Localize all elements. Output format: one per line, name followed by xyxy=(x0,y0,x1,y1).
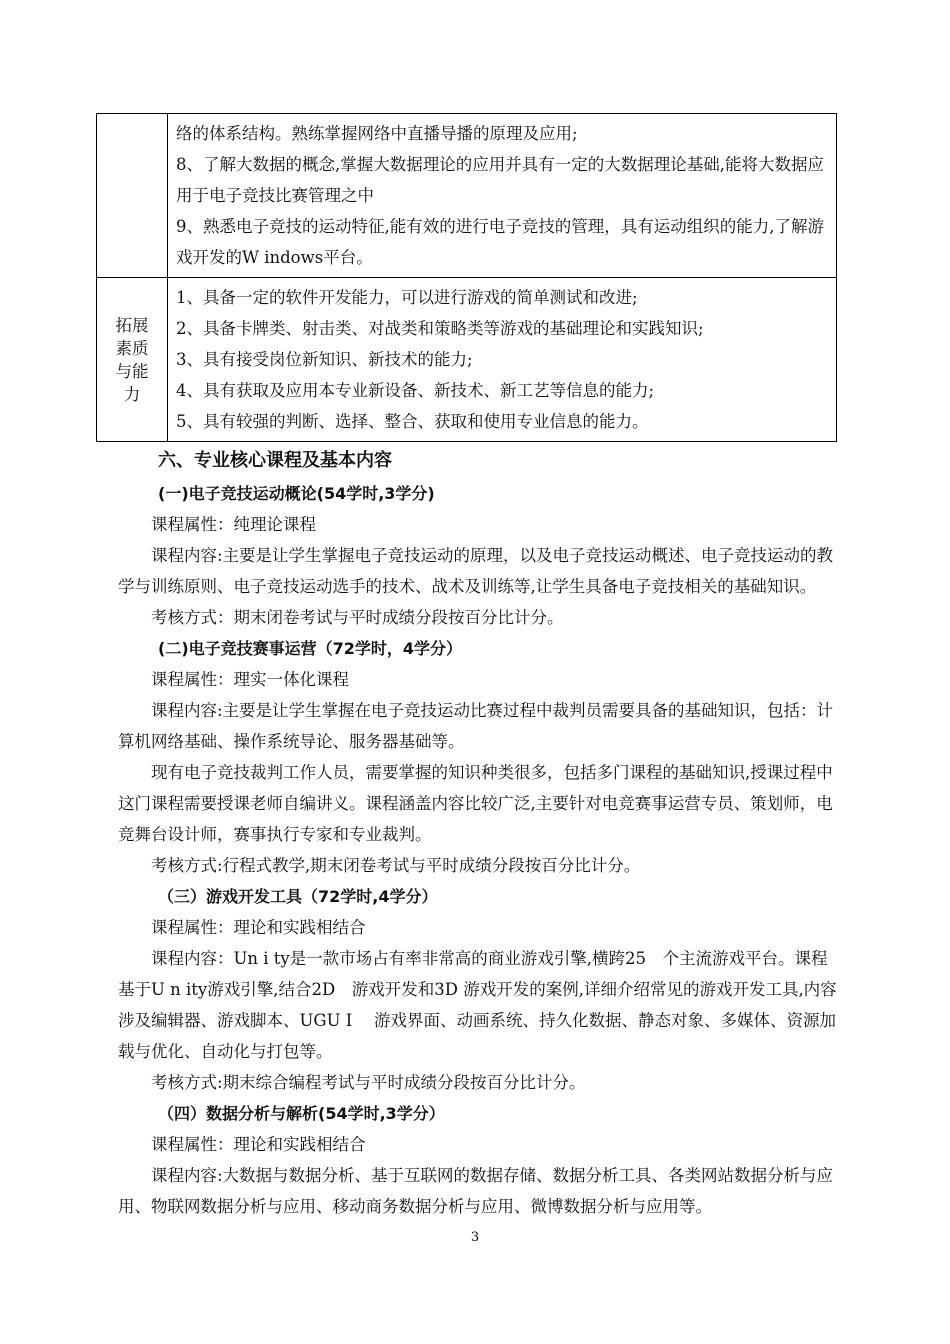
course-paragraph: 课程属性：理论和实践相结合 xyxy=(151,918,366,937)
table-line: 3、具有接受岗位新知识、新技术的能力; xyxy=(176,350,473,369)
table-line: 9、熟悉电子竞技的运动特征,能有效的进行电子竞技的管理，具有运动组织的能力,了解游戏开发的W indows平台。 xyxy=(176,217,824,267)
row-label-empty xyxy=(97,114,168,278)
row-content xyxy=(168,278,837,442)
table-line: 络的体系结构。熟练掌握网络中直播导播的原理及应用; xyxy=(176,124,578,143)
course-title: (一)电子竞技运动概论(54学时,3学分) xyxy=(158,484,435,503)
table-line: 4、具有获取及应用本专业新设备、新技术、新工艺等信息的能力; xyxy=(176,381,655,400)
label-line: 与能 xyxy=(115,361,149,381)
table-line: 5、具有较强的判断、选择、整合、获取和使用专业信息的能力。 xyxy=(176,412,649,431)
course-paragraph: 课程内容:主要是让学生掌握在电子竞技运动比赛过程中裁判员需要具备的基础知识，包括：计算机网络基础、操作系统导论、服务器基础等。 xyxy=(118,701,834,751)
course-section xyxy=(118,444,838,1222)
table-line: 1、具备一定的软件开发能力，可以进行游戏的简单测试和改进; xyxy=(176,288,638,307)
course-paragraph: 课程属性：理实一体化课程 xyxy=(151,670,349,689)
table-line: 8、了解大数据的概念,掌握大数据理论的应用并具有一定的大数据理论基础,能将大数据应用于电子竞技比赛管理之中 xyxy=(176,155,824,205)
section-title: 六、专业核心课程及基本内容 xyxy=(158,450,392,471)
table-row xyxy=(97,114,837,278)
course-title: (二)电子竞技赛事运营（72学时，4学分） xyxy=(158,639,463,658)
competency-table xyxy=(96,113,837,442)
course-paragraph: 课程属性：纯理论课程 xyxy=(151,515,316,534)
course-title: （四）数据分析与解析(54学时,3学分） xyxy=(158,1104,445,1123)
label-line: 拓展 xyxy=(115,315,149,335)
course-paragraph: 课程属性：理论和实践相结合 xyxy=(151,1135,366,1154)
page-number: 3 xyxy=(470,1230,480,1245)
label-line: 素质 xyxy=(115,338,149,358)
course-paragraph: 考核方式：期末闭卷考试与平时成绩分段按百分比计分。 xyxy=(151,608,564,627)
course-title: （三）游戏开发工具（72学时,4学分） xyxy=(158,887,438,906)
course-paragraph: 考核方式:期末综合编程考试与平时成绩分段按百分比计分。 xyxy=(151,1073,586,1092)
course-paragraph: 考核方式:行程式教学,期末闭卷考试与平时成绩分段按百分比计分。 xyxy=(151,856,641,875)
table-row xyxy=(97,278,837,442)
course-paragraph: 课程内容：Un i ty是一款市场占有率非常高的商业游戏引擎,横跨25 个主流游戏平台。课程基于U n ity游戏引擎,结合2D 游戏开发和3D 游戏开发的案例,详细介绍常见的游戏开发工具,内容涉及编辑器、游戏脚本、UGU I 游戏界面、动画系统、持久化数据、静态对象、多媒体、资源加载与优化、自动化与打包等。 xyxy=(118,949,837,1061)
label-line: 力 xyxy=(123,384,141,404)
course-paragraph: 课程内容:主要是让学生掌握电子竞技运动的原理，以及电子竞技运动概述、电子竞技运动的教学与训练原则、电子竞技运动选手的技术、战术及训练等,让学生具备电子竞技相关的基础知识。 xyxy=(118,546,834,596)
table-line: 2、具备卡牌类、射击类、对战类和策略类等游戏的基础理论和实践知识; xyxy=(176,319,704,338)
row-label-extended-quality xyxy=(97,278,168,442)
course-paragraph: 现有电子竞技裁判工作人员，需要掌握的知识种类很多，包括多门课程的基础知识,授课过程中这门课程需要授课老师自编讲义。课程涵盖内容比较广泛,主要针对电竞赛事运营专员、策划师，电竞舞台设计师，赛事执行专家和专业裁判。 xyxy=(118,763,833,844)
row-content xyxy=(168,114,837,278)
course-paragraph: 课程内容:大数据与数据分析、基于互联网的数据存储、数据分析工具、各类网站数据分析与应用、物联网数据分析与应用、移动商务数据分析与应用、微博数据分析与应用等。 xyxy=(118,1166,834,1216)
